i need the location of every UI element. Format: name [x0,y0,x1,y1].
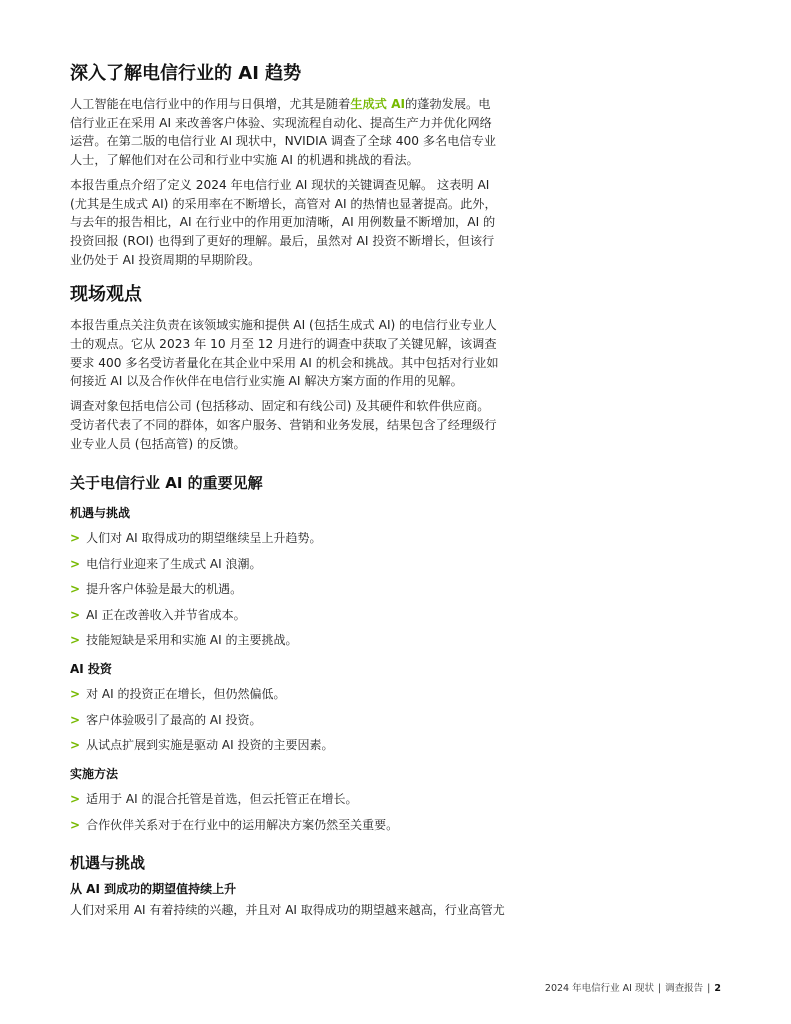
section-title-field-view: 现场观点 [70,284,142,306]
group-heading-opportunities: 机遇与挑战 [70,506,131,521]
chevron-right-icon: > [70,531,81,546]
field-view-paragraph: 本报告重点关注负责在该领域实施和提供 AI (包括生成式 AI) 的电信行业专业人士的观点。它从 2023 年 10 月至 12 月进行的调查中获取了关键见解，该调查要求 400 多名受访者量化在其企业中采用 AI 的机会和挑战。其中包括对行业如何接近 AI 以及合作伙伴在电信行业实施 AI 解决方案方面的作用的见解。 [70,318,499,389]
footer-report-title: 2024 年电信行业 AI 现状 [544,983,654,994]
list-item: > 电信行业迎来了生成式 AI 浪潮。 [70,556,262,571]
chevron-right-icon: > [70,556,81,571]
genai-highlight: 生成式 AI [350,97,406,111]
subsection-title-expectations: 从 AI 到成功的期望值持续上升 [70,881,237,896]
list-item: > 从试点扩展到实施是驱动 AI 投资的主要因素。 [70,738,334,753]
implementation-list [70,791,500,833]
chevron-right-icon: > [70,792,81,807]
chevron-right-icon: > [70,607,81,622]
footer-separator: | [657,983,662,994]
chevron-right-icon: > [70,738,81,753]
page-footer [500,980,721,994]
list-item: > 客户体验吸引了最高的 AI 投资。 [70,712,262,727]
chevron-right-icon: > [70,582,81,597]
list-item: > 合作伙伴关系对于在行业中的运用解决方案仍然至关重要。 [70,817,399,832]
opportunities-list [70,530,500,648]
respondents-paragraph: 调查对象包括电信公司 (包括移动、固定和有线公司) 及其硬件和软件供应商。受访者代表了不同的群体，如客户服务、营销和业务发展，结果包含了经理级行业专业人员 (包括高管) 的反馈。 [70,399,497,451]
chevron-right-icon: > [70,687,81,702]
page-number: 2 [714,983,721,994]
group-heading-investment: AI 投资 [70,662,112,677]
document-body [70,62,505,919]
intro-text-end: 的蓬勃发展。电信行业正在采用 AI 来改善客户体验、实现流程自动化、提高生产力并优化网络运营。在第二版的电信行业 AI 现状中，NVIDIA 调查了全球 400 多名电信专业人士，了解他们对在公司和行业中实施 AI 的机遇和挑战的看法。 [70,97,496,168]
intro-text-start: 人工智能在电信行业中的作用与日俱增，尤其是随着 [70,97,351,111]
list-item: > 对 AI 的投资正在增长，但仍然偏低。 [70,687,286,702]
section-title-opportunities: 机遇与挑战 [70,853,146,872]
section-title-ai-trends: 深入了解电信行业的 AI 趋势 [70,63,302,84]
footer-doc-type: 调查报告 [665,983,704,994]
trailing-paragraph: 人们对采用 AI 有着持续的兴趣，并且对 AI 取得成功的期望越来越高，行业高管尤 [70,902,505,917]
group-heading-implementation: 实施方法 [70,767,119,782]
summary-paragraph: 本报告重点介绍了定义 2024 年电信行业 AI 现状的关键调查见解。 这表明 AI (尤其是生成式 AI) 的采用率在不断增长，高管对 AI 的热情也显著提高。此外，与去年的报告相比，AI 在行业中的作用更加清晰，AI 用例数量不断增加，AI 的投资回报 (ROI) 也得到了更好的理解。最后，虽然对 AI 投资不断增长，但该行业仍处于 AI 投资周期的早期阶段。 [70,177,497,267]
list-item: > AI 正在改善收入并节省成本。 [70,607,246,622]
list-item: > 人们对 AI 取得成功的期望继续呈上升趋势。 [70,531,322,546]
footer-separator: | [707,983,711,994]
investment-list [70,686,500,753]
chevron-right-icon: > [70,633,81,648]
chevron-right-icon: > [70,817,81,832]
list-item: > 提升客户体验是最大的机遇。 [70,582,243,597]
intro-paragraph [70,95,500,170]
list-item: > 技能短缺是采用和实施 AI 的主要挑战。 [70,633,298,648]
chevron-right-icon: > [70,712,81,727]
list-item: > 适用于 AI 的混合托管是首选，但云托管正在增长。 [70,792,358,807]
insights-title: 关于电信行业 AI 的重要见解 [70,474,263,493]
